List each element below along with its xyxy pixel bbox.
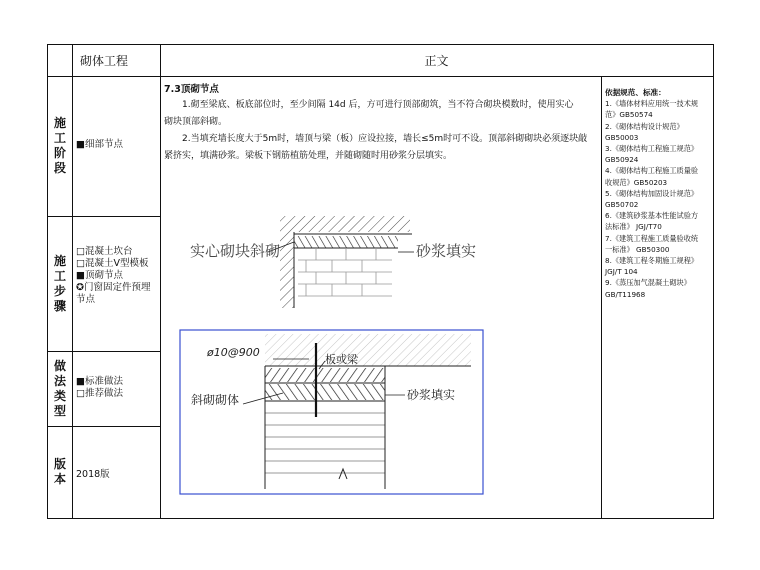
reference-line: GB50003 xyxy=(605,132,639,142)
paragraph-1: 1.砌至梁底、板底部位时，至少间隔 14d 后，方可进行顶部砌筑，当不符合砌块模数时，使用实心 xyxy=(182,100,574,110)
list-item: □混凝土坎台 xyxy=(76,246,133,257)
reference-line: 2.《砌体结构设计规范》 xyxy=(605,121,684,131)
reference-line: 一标准》 GB50300 xyxy=(605,244,670,254)
figure-top-section xyxy=(180,212,490,312)
list-item: 节点 xyxy=(76,294,96,305)
list-item: ■细部节点 xyxy=(76,139,123,150)
steps-items xyxy=(76,246,160,306)
reference-line: 6.《建筑砂浆基本性能试验方 xyxy=(605,211,699,221)
reference-line: 4.《砌体结构工程施工质量验 xyxy=(605,166,699,176)
slanted-row-2 xyxy=(265,384,385,400)
row-divider xyxy=(48,76,713,77)
reference-line: 8.《建筑工程冬期施工规程》 xyxy=(605,256,699,266)
list-item: ✪门窗固定件预埋 xyxy=(76,282,151,293)
paragraph-2-cont: 紧挤实，填满砂浆。梁板下钢筋植筋处理，并随砌随时用砂浆分层填实。 xyxy=(164,151,453,161)
paragraph-1-cont: 砌块顶部斜砌。 xyxy=(164,117,228,127)
version-items xyxy=(76,469,160,481)
row-label-steps: 施 工 步 骤 xyxy=(53,253,66,313)
fig1-label-right: 砂浆填实 xyxy=(416,242,477,260)
reference-line: 法标准》 JGJ/T70 xyxy=(605,222,662,232)
reference-line: 1.《墙体材料应用统一技术规 xyxy=(605,99,699,109)
reference-line: 5.《砌体结构加固设计规范》 xyxy=(605,188,699,198)
wall-courses xyxy=(265,413,385,473)
fig2-label-right: 砂浆填实 xyxy=(407,388,456,402)
list-item: □推荐做法 xyxy=(76,388,123,399)
reference-line: 3.《砌体结构工程施工规范》 xyxy=(605,144,699,154)
reference-line: 范》GB50574 xyxy=(605,110,653,120)
header-category: 砌体工程 xyxy=(79,54,128,68)
fig1-label-left: 实心砌块斜砌 xyxy=(190,242,281,260)
list-item: ■顶砌节点 xyxy=(76,270,123,281)
body-text xyxy=(164,83,600,165)
section-title: 7.3顶砌节点 xyxy=(164,84,219,95)
version-value: 2018版 xyxy=(76,469,110,480)
list-item: ■标准做法 xyxy=(76,376,123,387)
column-hatch xyxy=(280,232,294,308)
reference-line: 7.《建筑工程施工质量验收统 xyxy=(605,233,699,243)
slab-beam xyxy=(265,334,471,366)
block-masonry xyxy=(298,248,392,296)
column-divider xyxy=(160,45,161,518)
paragraph-2: 2.当填充墙长度大于5m时，墙顶与梁（板）应设拉接，墙长≤5m时可不设。顶部斜砌砌块必须逐块敲 xyxy=(182,134,588,144)
header-body: 正文 xyxy=(424,54,449,68)
slanted-block-row xyxy=(294,236,398,248)
reference-line: GB50924 xyxy=(605,155,639,165)
stage-items xyxy=(76,139,160,151)
slanted-row-1 xyxy=(265,368,385,382)
method-items xyxy=(76,376,160,400)
references xyxy=(605,87,713,300)
reference-line: 收规范》GB50203 xyxy=(605,177,668,187)
column-divider xyxy=(72,45,73,518)
reference-line: GB50702 xyxy=(605,200,639,210)
figure-bottom-section xyxy=(179,329,484,495)
reference-line: GB/T11968 xyxy=(605,289,646,299)
reference-line: JGJ/T 104 xyxy=(605,267,638,277)
beam-hatch xyxy=(280,216,410,232)
fig2-label-left: 斜砌砌体 xyxy=(191,393,240,407)
fig2-label-beam: 板或梁 xyxy=(325,353,358,366)
row-label-method: 做 法 类 型 xyxy=(53,358,66,418)
row-label-stage: 施 工 阶 段 xyxy=(53,116,66,175)
row-label-version: 版 本 xyxy=(53,457,66,486)
column-divider xyxy=(601,76,602,518)
reference-line: 9.《蒸压加气混凝土砌块》 xyxy=(605,278,691,288)
references-title: 依据规范、标准： xyxy=(605,88,666,97)
fig2-label-rebar: ø10@900 xyxy=(207,346,260,359)
list-item: □混凝土V型模板 xyxy=(76,258,149,269)
